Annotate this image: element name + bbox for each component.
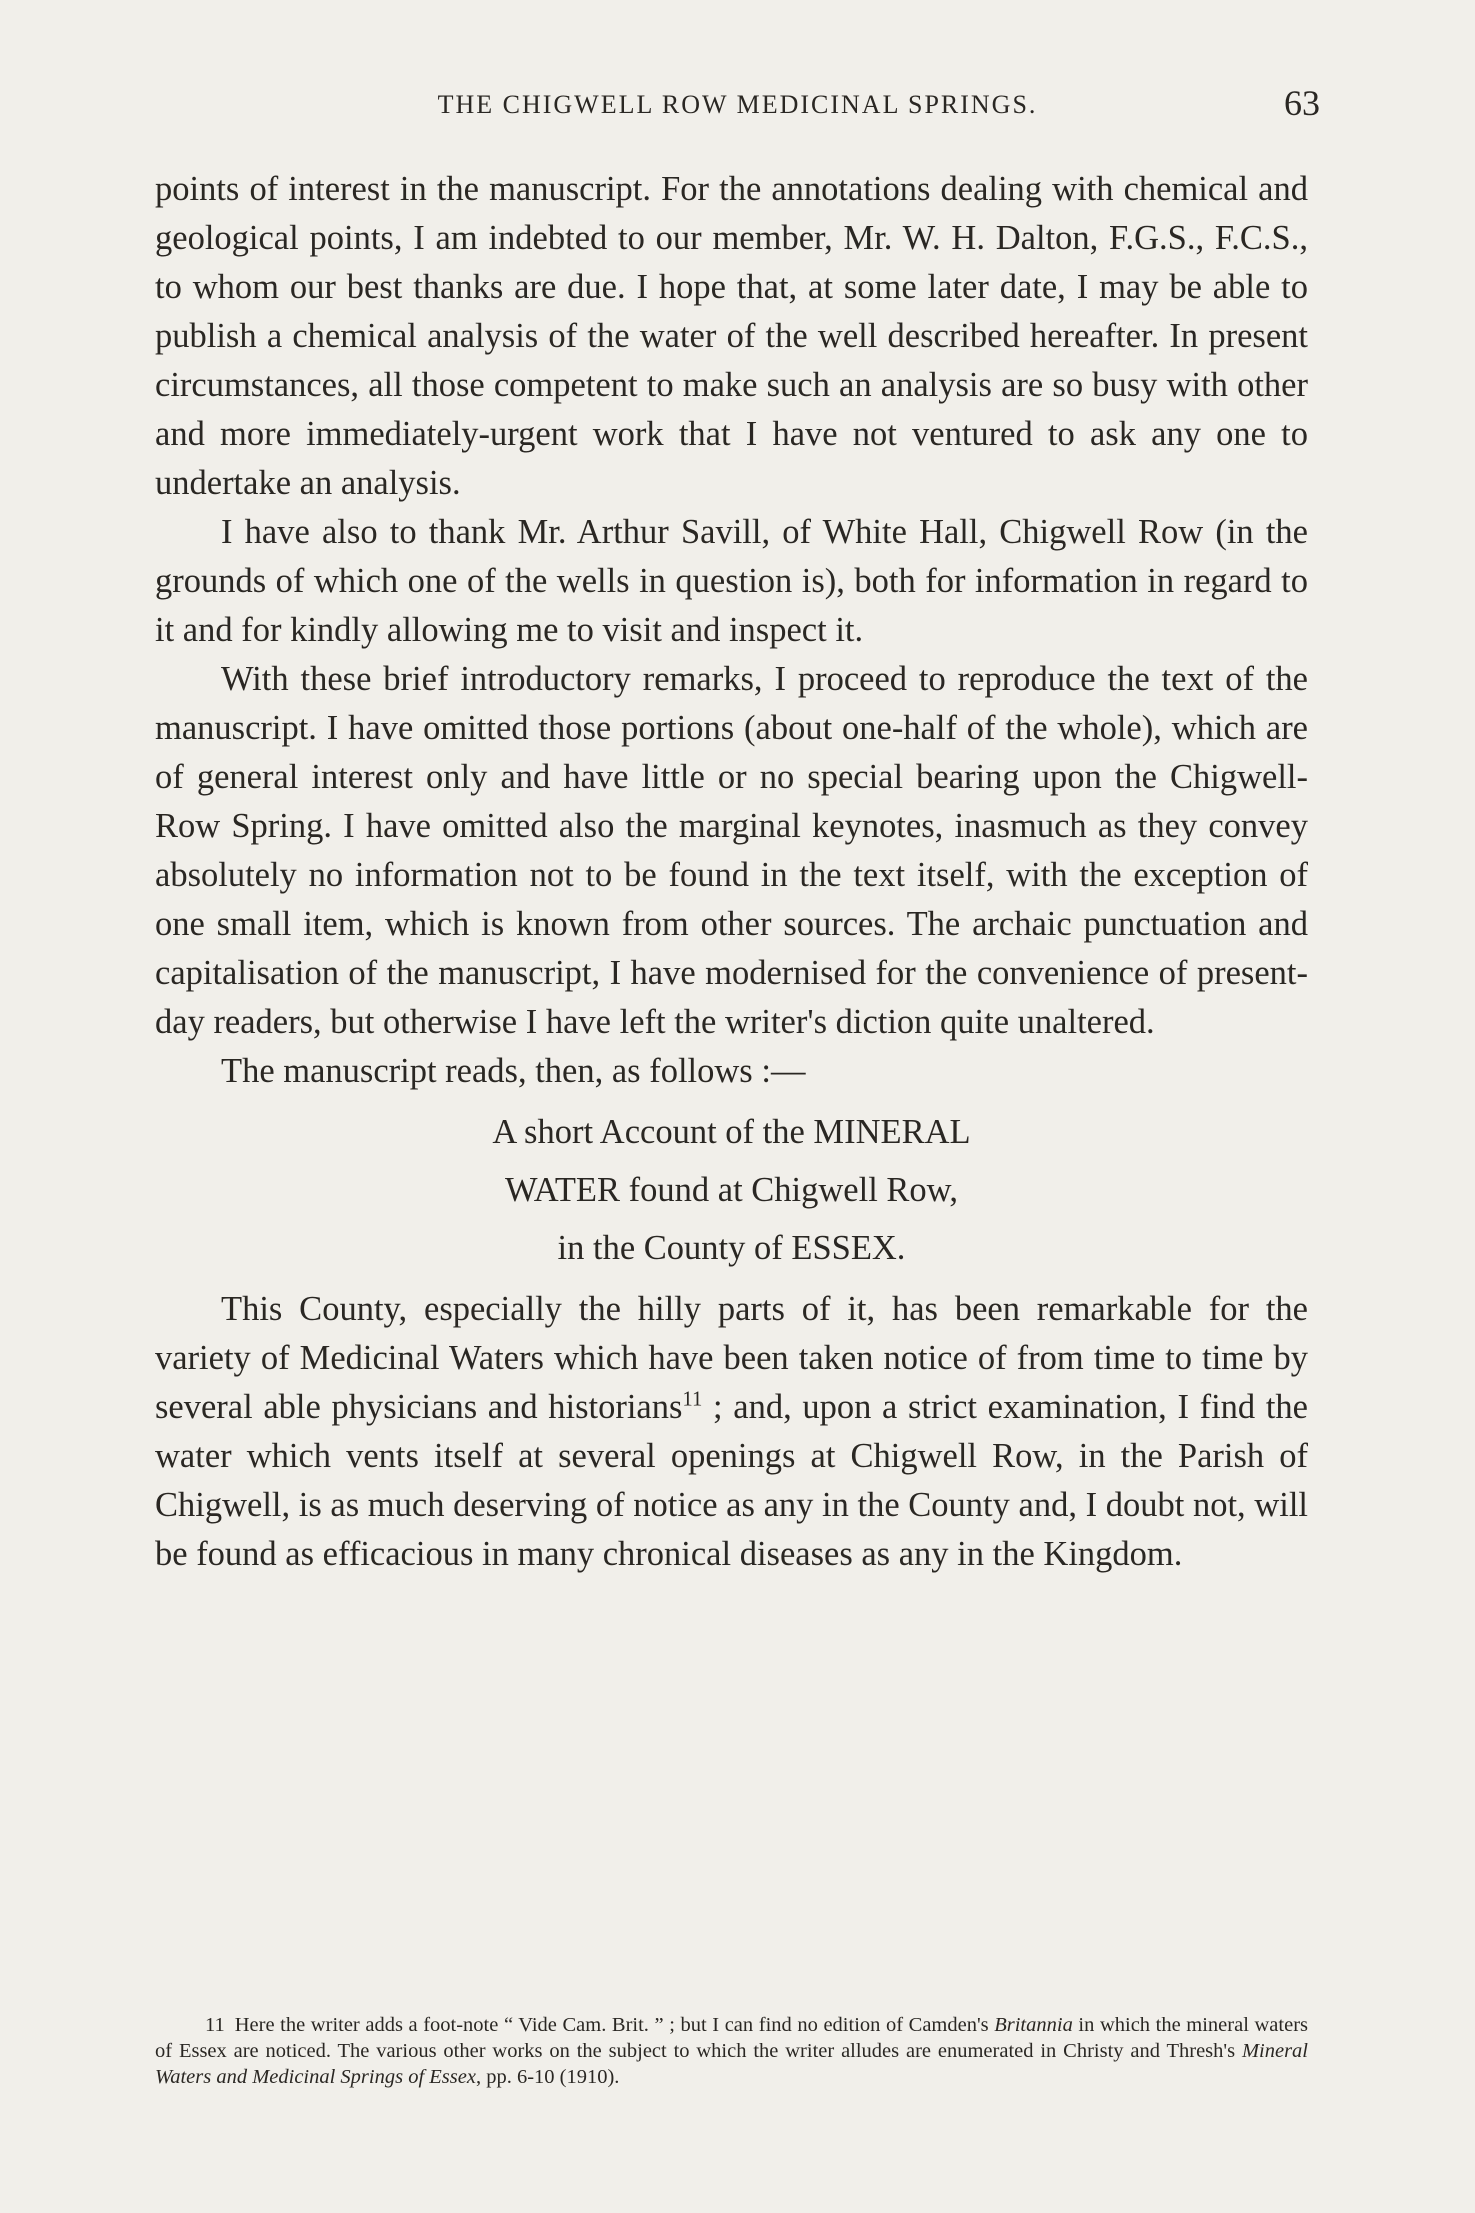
paragraph-introduction: With these brief introductory remarks, I proceed to reproduce the text of the manuscript. I have omitted those portions (about one-half of the whole), which are of general interest only and have little or no special bearing upon the Chigwell-Row Spring. I have omitted also the marginal keynotes, inasmuch as they convey absolutely no information not to be found in the text itself, with the exception of one small item, which is known from other sources. The archaic punctuation and capitalisation of the manuscript, I have modernised for the convenience of present-day readers, but otherwise I have left the writer's diction quite unaltered. — [155, 660, 1308, 1041]
manuscript-title-line-1: A short Account of the MINERAL — [492, 1113, 971, 1151]
page-number: 63 — [1284, 83, 1320, 123]
footnote-text-1: Here the writer adds a foot-note “ Vide Cam. Brit. ” ; but I can find no edition of Camden's — [234, 2014, 995, 2036]
footnote-number: 11 — [205, 2014, 225, 2036]
manuscript-title-line-3: in the County of ESSEX. — [557, 1229, 906, 1267]
manuscript-title-line-2: WATER found at Chigwell Row, — [505, 1171, 958, 1209]
paragraph-reads-as-follows: The manuscript reads, then, as follows :— — [221, 1052, 806, 1090]
footnote-italic-title-2: Mineral Waters and Medicinal Springs of Essex — [155, 2040, 1308, 2088]
footnote-reference: 11 — [682, 1388, 703, 1411]
manuscript-title — [155, 1103, 1308, 1277]
paragraph-acknowledgement: I have also to thank Mr. Arthur Savill, of White Hall, Chigwell Row (in the grounds of which one of the wells in question is), both for information in regard to it and for kindly allowing me to visit and inspect it. — [155, 513, 1308, 649]
paragraph-continuation: points of interest in the manuscript. For the annotations dealing with chemical and geological points, I am indebted to our member, Mr. W. H. Dalton, F.G.S., F.C.S., to whom our best thanks are due. I hope that, at some later date, I may be able to publish a chemical analysis of the water of the well described hereafter. In present circumstances, all those competent to make such an analysis are so busy with other and more immediately-urgent work that I have not ventured to ask any one to undertake an analysis. — [155, 170, 1308, 502]
running-title: THE CHIGWELL ROW MEDICINAL SPRINGS. — [437, 90, 1038, 119]
footnote-text-2: in which the mineral waters of Essex are noticed. The various other works on the subject to which the writer alludes are enumerated in Christy and Thresh's — [155, 2014, 1308, 2062]
footnote-text-3: , pp. 6-10 (1910). — [475, 2066, 620, 2088]
paragraph-manuscript-text — [155, 1285, 1308, 1579]
footnote-11 — [155, 2012, 1308, 2090]
running-head — [155, 82, 1320, 132]
footnotes — [155, 2012, 1308, 2090]
footnote-italic-title-1: Britannia — [994, 2014, 1073, 2036]
manuscript-text-part-2: ; and, upon a strict examination, I find the water which vents itself at several openings at Chigwell Row, in the Parish of Chigwell, is as much deserving of notice as any in the County and, I doubt not, will be found as efficacious in many chronical diseases as any in the Kingdom. — [155, 1388, 1308, 1573]
body-text — [155, 165, 1308, 1579]
manuscript-text-part-1: This County, especially the hilly parts of it, has been remarkable for the variety of Medicinal Waters which have been taken notice of from time to time by several able physicians and historians — [155, 1290, 1308, 1426]
